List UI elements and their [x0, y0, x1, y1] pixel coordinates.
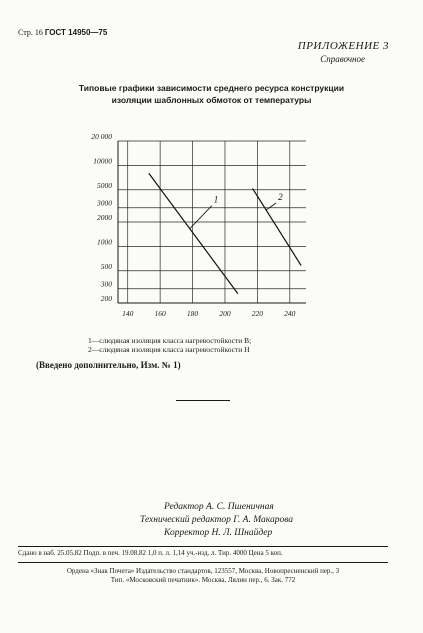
series-leader-1 [190, 206, 212, 229]
amendment-note: (Введено дополнительно, Изм. № 1) [36, 360, 181, 370]
publisher-line: Тип. «Московский печатник». Москва, Лялин пер., 6. Зак. 772 [110, 576, 296, 584]
y-tick-label: 2000 [97, 213, 112, 222]
legend-entry-2: 2—слюдяная изоляция класса нагревостойкости Н [88, 345, 250, 354]
tech-editor-credit: Технический редактор Г. А. Макарова [140, 515, 293, 525]
y-tick-label: 200 [100, 294, 112, 303]
proofreader-credit: Корректор Н. Л. Шнайдер [164, 528, 273, 538]
y-tick-label: 3000 [97, 198, 112, 208]
series-leader-2 [266, 203, 276, 210]
print-imprint: Сдано в наб. 25.05.82 Подп. в печ. 19.08.82 1,0 п. л. 1,14 уч.-изд. л. Тир. 4000 Цена 5 коп. [18, 549, 283, 557]
series-line-1 [149, 173, 238, 294]
legend-entry-1: 1—слюдяная изоляция класса нагревостойкости В; [88, 336, 252, 345]
y-tick-label: 5000 [97, 180, 112, 190]
x-tick-label: 200 [219, 309, 231, 318]
x-tick-label: 140 [122, 309, 134, 318]
figure-title-line: Типовые графики зависимости среднего ресурса конструкции [78, 83, 345, 93]
page-number: Стр. 16 [18, 28, 43, 37]
series-line-2 [253, 188, 302, 265]
y-tick-label: 20 000 [91, 132, 112, 141]
y-tick-label: 500 [100, 261, 112, 271]
appendix-subtitle: Справочное [320, 54, 365, 64]
imprint-rule-top [18, 546, 388, 547]
series-label-2: 2 [278, 191, 283, 202]
x-tick-label: 220 [251, 309, 264, 318]
imprint-rule-bottom [18, 562, 388, 563]
standard-number: ГОСТ 14950—75 [44, 28, 108, 37]
section-divider [176, 400, 230, 401]
figure-title-line: изоляции шаблонных обмоток от температуры [111, 95, 312, 105]
y-tick-label: 300 [100, 279, 112, 289]
publisher-block [18, 567, 388, 585]
appendix-title: ПРИЛОЖЕНИЕ 3 [297, 40, 389, 52]
publisher-line: Ордена «Знак Почета» Издательство стандартов, 123557, Москва, Новопресненский пер., 3 [66, 567, 340, 575]
chart-legend [88, 336, 251, 354]
editor-credit: Редактор А. С. Пшеничная [164, 502, 274, 512]
y-tick-label: 10000 [93, 156, 112, 166]
x-tick-label: 160 [154, 309, 166, 318]
staff-credits [140, 501, 293, 540]
x-tick-label: 240 [284, 309, 296, 318]
series-label-1: 1 [213, 194, 219, 205]
y-tick-label: 1000 [97, 237, 112, 247]
x-tick-label: 180 [186, 309, 199, 318]
